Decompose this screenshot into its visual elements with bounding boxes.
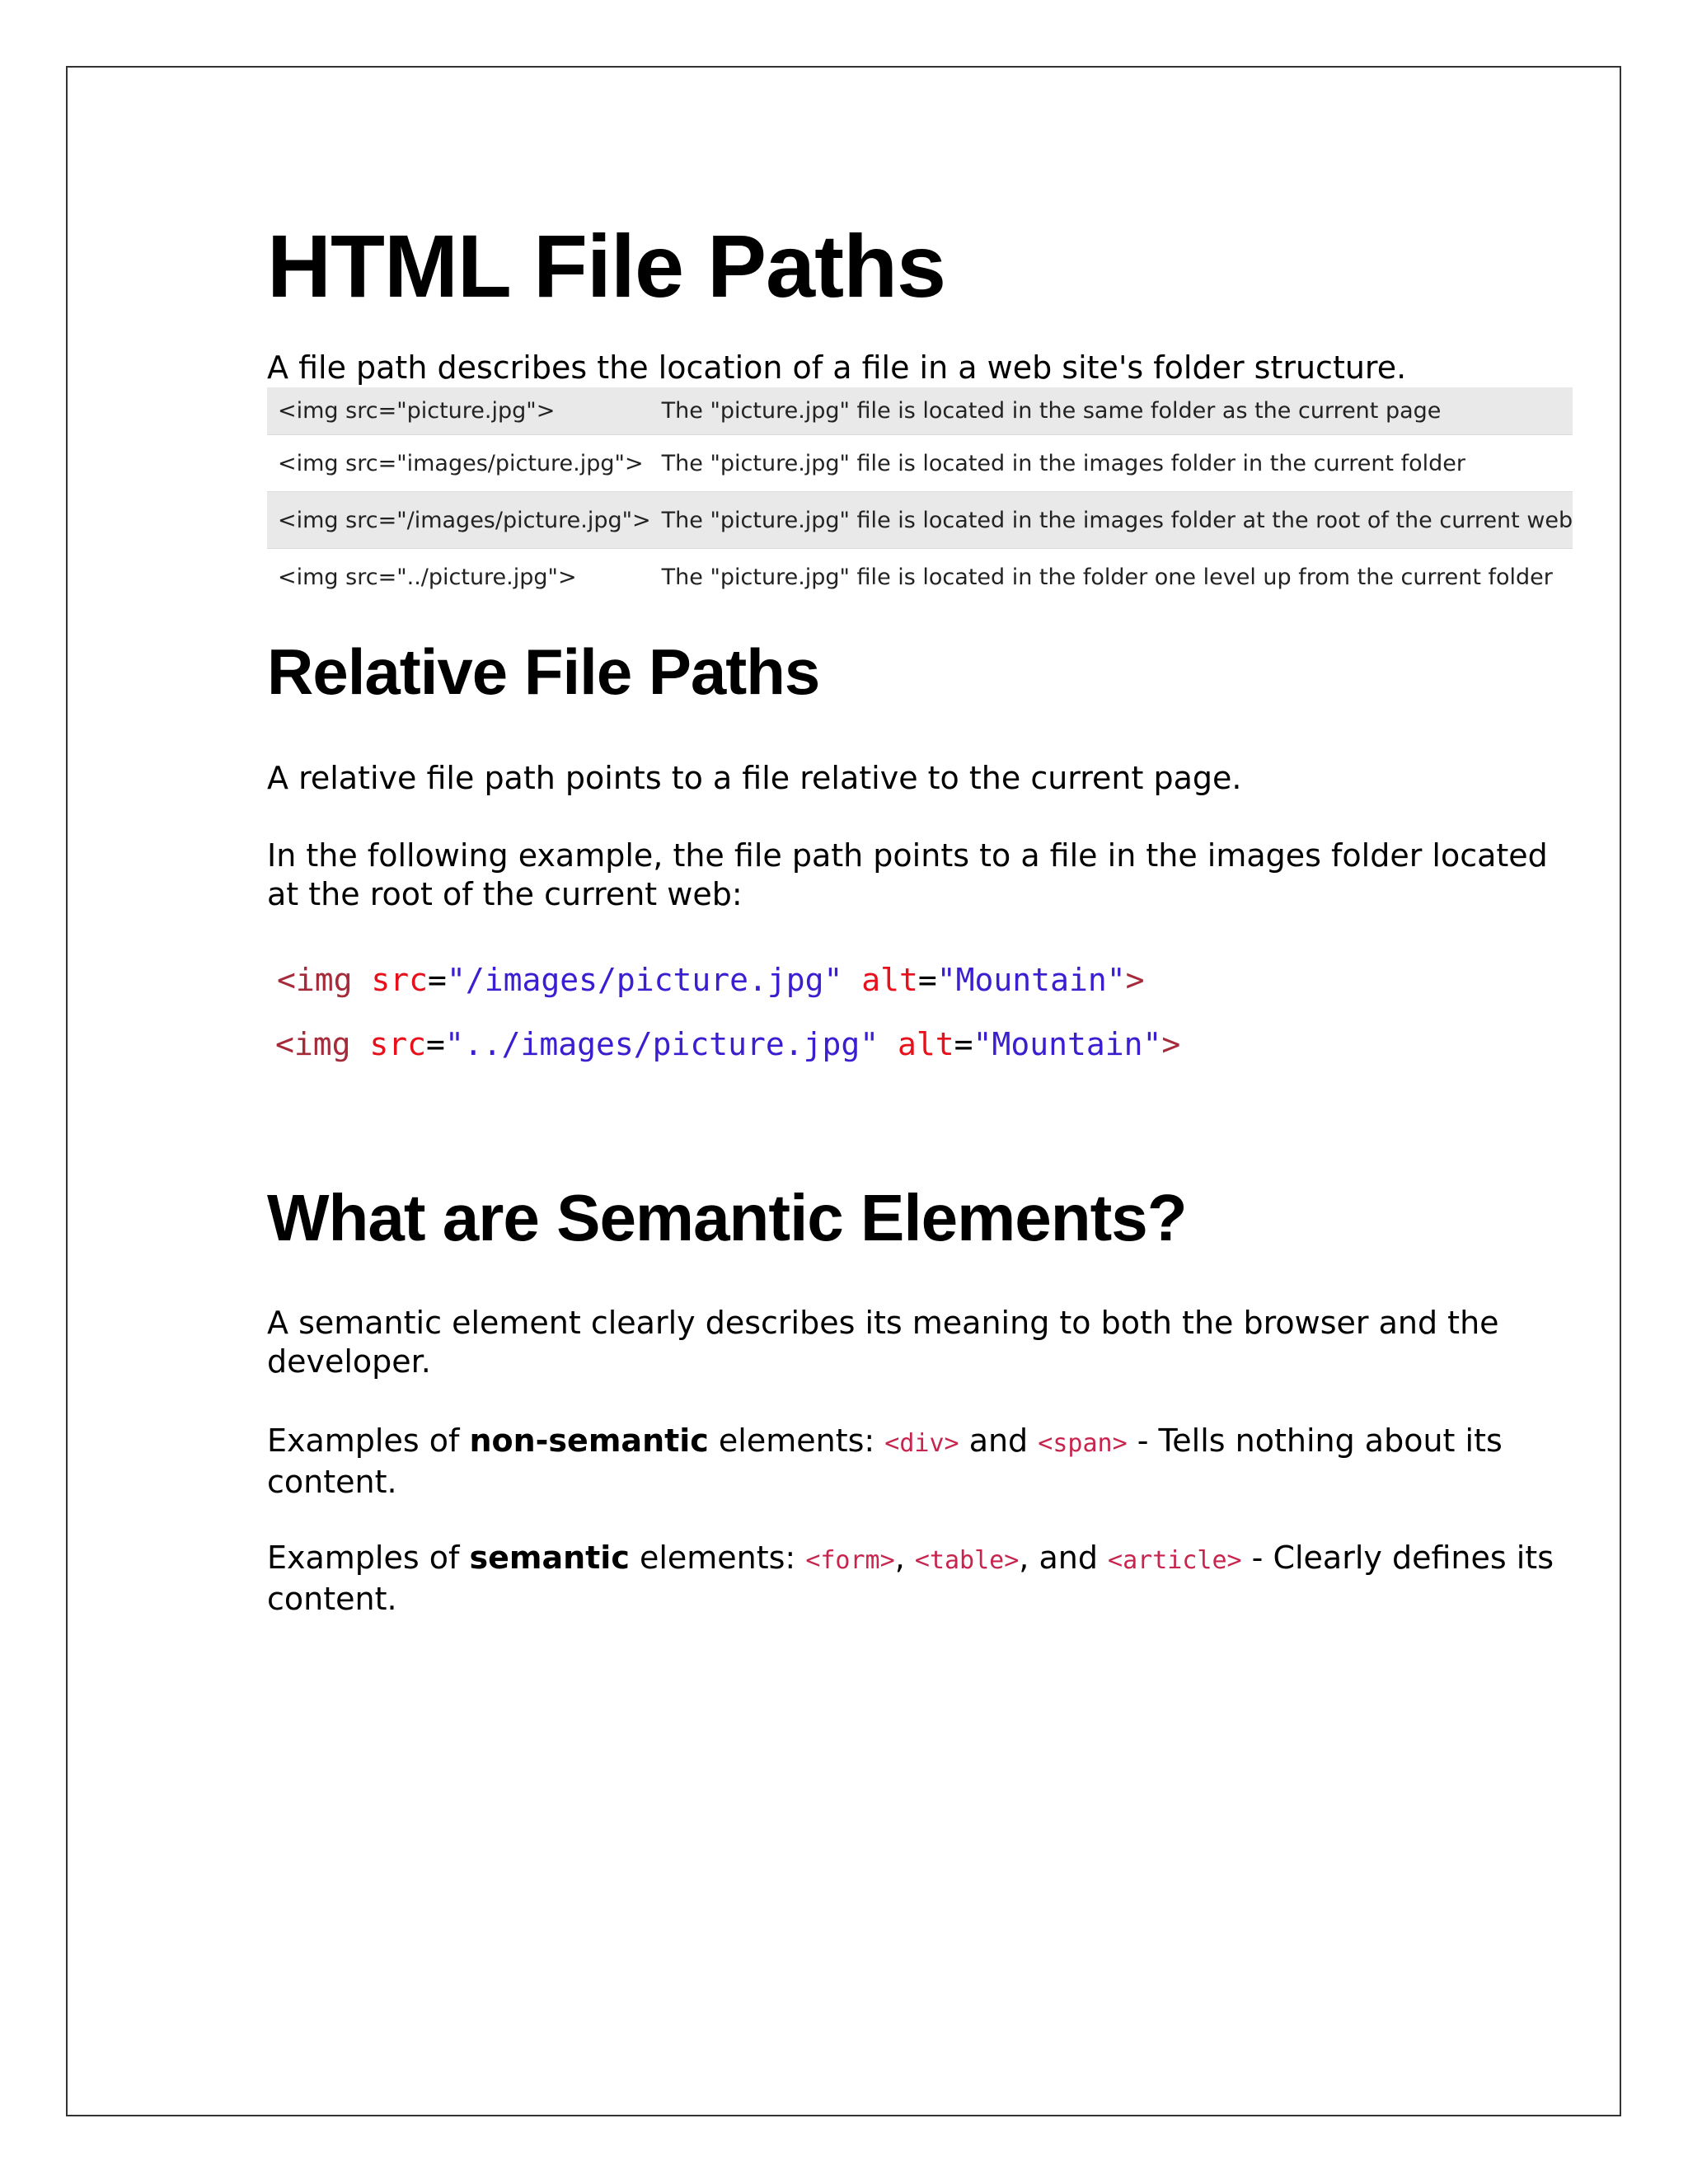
relative-paths-paragraph-1: A relative file path points to a file relative to the current page. xyxy=(267,760,1242,796)
code-equals: = xyxy=(917,962,937,998)
semantic-paragraph-1: A semantic element clearly describes its meaning to both the browser and the developer. xyxy=(267,1305,1499,1380)
relative-paths-paragraph-2: In the following example, the file path points to a file in the images folder located at the root of the current web: xyxy=(267,837,1548,912)
semantic-paragraph-2 xyxy=(267,1422,1561,1502)
path-description-cell: The "picture.jpg" file is located in the folder one level up from the current folder xyxy=(661,564,1553,590)
inline-code-table: <table> xyxy=(914,1546,1020,1575)
code-attr-alt: alt xyxy=(898,1026,954,1062)
relative-paths-heading: Relative File Paths xyxy=(267,635,820,708)
code-example-1 xyxy=(277,962,1144,998)
table-row xyxy=(267,435,1573,492)
text: and xyxy=(959,1422,1039,1459)
page-frame xyxy=(66,66,1621,2116)
bold-term: semantic xyxy=(469,1540,630,1576)
text: Examples of xyxy=(267,1540,470,1576)
path-description-cell: The "picture.jpg" file is located in the same folder as the current page xyxy=(651,387,1573,435)
code-attr-src: src xyxy=(371,962,429,998)
table-row xyxy=(267,549,1573,606)
code-tag-open: <img xyxy=(275,1026,351,1062)
file-paths-table xyxy=(267,387,1573,605)
intro-paragraph: A file path describes the location of a file in a web site's folder structure. xyxy=(267,349,1407,386)
semantic-elements-heading: What are Semantic Elements? xyxy=(267,1181,1187,1254)
code-value-src: "../images/picture.jpg" xyxy=(444,1026,879,1062)
text: elements: xyxy=(629,1540,806,1576)
path-code-cell: <img src="/images/picture.jpg"> xyxy=(267,492,651,549)
inline-code-span: <span> xyxy=(1038,1429,1128,1458)
bold-term: non-semantic xyxy=(469,1422,709,1459)
path-description-cell: The "picture.jpg" file is located in the images folder in the current folder xyxy=(661,450,1465,476)
code-value-src: "/images/picture.jpg" xyxy=(446,962,843,998)
path-code-cell: <img src="images/picture.jpg"> xyxy=(278,450,644,476)
text: , and xyxy=(1019,1540,1109,1576)
text: - Tells nothing about its content. xyxy=(267,1422,1503,1500)
code-attr-alt: alt xyxy=(861,962,918,998)
code-tag-close: > xyxy=(1125,962,1145,998)
code-value-alt: "Mountain" xyxy=(973,1026,1162,1062)
code-equals: = xyxy=(426,1026,445,1062)
code-equals: = xyxy=(428,962,447,998)
code-tag-open: <img xyxy=(277,962,353,998)
code-value-alt: "Mountain" xyxy=(936,962,1126,998)
path-code-cell: <img src="../picture.jpg"> xyxy=(278,564,577,590)
page-title: HTML File Paths xyxy=(267,216,946,316)
text: , xyxy=(894,1540,915,1576)
text: Examples of xyxy=(267,1422,470,1459)
code-equals: = xyxy=(954,1026,973,1062)
table-row xyxy=(267,387,1573,435)
inline-code-article: <article> xyxy=(1108,1546,1242,1575)
code-attr-src: src xyxy=(369,1026,427,1062)
path-code-cell: <img src="picture.jpg"> xyxy=(267,387,651,435)
text: elements: xyxy=(708,1422,885,1459)
path-description-cell: The "picture.jpg" file is located in the images folder at the root of the current web xyxy=(651,492,1573,549)
semantic-paragraph-3 xyxy=(267,1539,1561,1619)
table-row xyxy=(267,492,1573,549)
code-tag-close: > xyxy=(1161,1026,1181,1062)
inline-code-div: <div> xyxy=(884,1429,959,1458)
text: - Clearly defines its content. xyxy=(267,1540,1554,1617)
inline-code-form: <form> xyxy=(805,1546,895,1575)
code-example-2 xyxy=(275,1026,1180,1062)
